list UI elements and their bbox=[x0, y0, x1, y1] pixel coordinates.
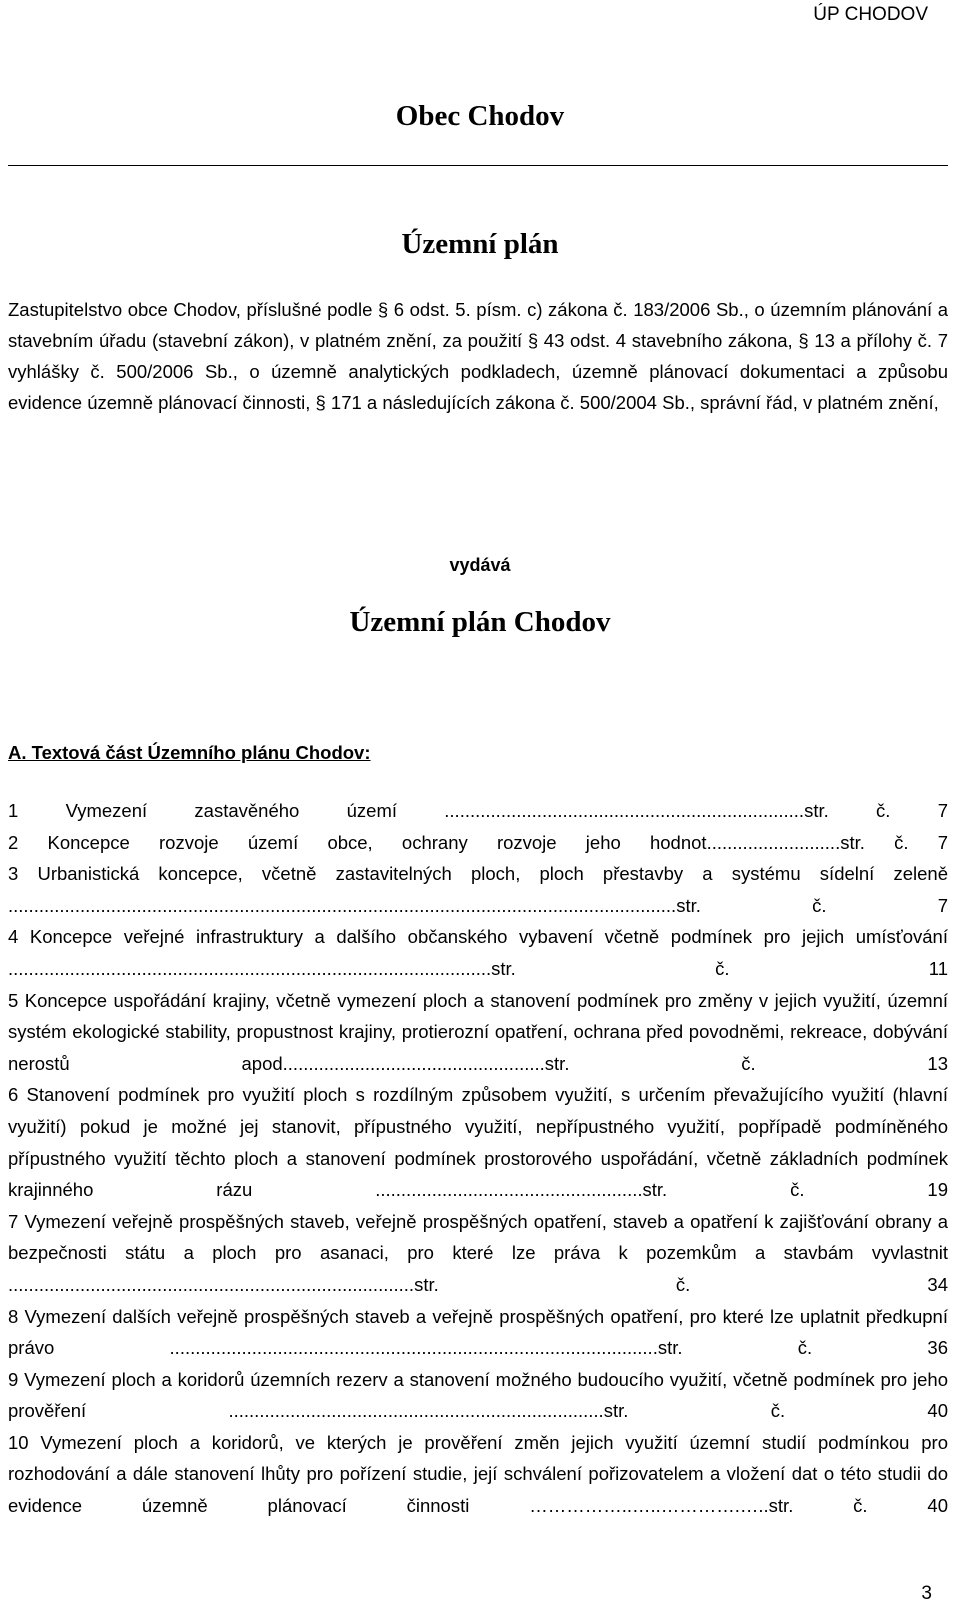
toc-item-page: str. č. 7 bbox=[840, 831, 948, 853]
toc-item-text: 4 Koncepce veřejné infrastruktury a dalšího občanského vybavení včetně podmínek pro jejich umísťování bbox=[8, 926, 948, 948]
toc-item-page: str. č. 19 bbox=[642, 1179, 948, 1201]
document-title: Obec Chodov bbox=[395, 100, 565, 132]
intro-paragraph: Zastupitelstvo obce Chodov, příslušné podle § 6 odst. 5. písm. c) zákona č. 183/2006 Sb., o územním plánování a stavebním úřadu (stavební zákon), v platném znění, za použití § 43 odst. 4 stavebního zákona, § 13 a přílohy č. 7 vyhlášky č. 500/2006 Sb., o územně analytických podkladech, územně plánovací dokumentaci a způsobu evidence územně plánovací činnosti, § 171 a následujících zákona č. 500/2004 Sb., správní řád, v platném znění, bbox=[8, 299, 948, 413]
toc-item[interactable] bbox=[8, 1427, 948, 1522]
toc-item-text: 7 Vymezení veřejně prospěšných staveb, veřejně prospěšných opatření, staveb a opatření k zajišťování obrany a bezpečnosti státu a ploch pro asanaci, pro které lze práva k pozemkům a stavbám vyvlastnit bbox=[8, 1210, 948, 1264]
toc-item[interactable] bbox=[8, 1206, 948, 1301]
title-divider bbox=[8, 165, 948, 166]
toc-item-page: str. č. 7 bbox=[676, 894, 948, 916]
toc-item-page: str. č. 34 bbox=[414, 1273, 948, 1295]
toc-item-text: 5 Koncepce uspořádání krajiny, včetně vymezení ploch a stanovení podmínek pro změny v jejich využití, územní systém ekologické stability, propustnost krajiny, protierozní opatření, ochrana před povodněmi, rekreace, dobývání nerostů apod bbox=[8, 989, 948, 1074]
toc-item-dots: .................................................... bbox=[375, 1179, 643, 1201]
toc-item-dots: .......................... bbox=[706, 831, 841, 853]
document-subtitle: Územní plán bbox=[401, 228, 559, 260]
toc-item-dots: .............................................................................................. bbox=[8, 957, 492, 979]
toc-item-dots: ......................................................................... bbox=[228, 1400, 604, 1422]
toc-item[interactable] bbox=[8, 795, 948, 827]
section-heading: A. Textová část Územního plánu Chodov: bbox=[8, 742, 371, 763]
toc-item-text: 8 Vymezení dalších veřejně prospěšných staveb a veřejně prospěšných opatření, pro které lze uplatnit předkupní právo bbox=[8, 1305, 948, 1359]
table-of-contents bbox=[8, 795, 948, 1522]
toc-item-dots: .................................................................................................................................. bbox=[8, 894, 677, 916]
toc-item-text: 2 Koncepce rozvoje území obce, ochrany rozvoje jeho hodnot bbox=[8, 831, 707, 853]
running-header: ÚP CHODOV bbox=[813, 4, 928, 25]
toc-item-page: str. č. 7 bbox=[804, 800, 948, 821]
toc-item[interactable] bbox=[8, 1301, 948, 1364]
toc-item-page: ..str. č. 40 bbox=[758, 1495, 948, 1517]
page-number: 3 bbox=[921, 1583, 932, 1604]
issues-label: vydává bbox=[449, 555, 511, 575]
toc-item-text: 10 Vymezení ploch a koridorů, ve kterých je prověření změn jejich využití územní studií podmínkou pro rozhodování a dále stanovení lhůty pro pořízení studie, její schválení pořizovatelem a vložení dat o této studii do evidence územně plánovací činnosti bbox=[8, 1431, 948, 1517]
toc-item-text: 9 Vymezení ploch a koridorů územních rezerv a stanovení možného budoucího využití, včetně podmínek pro jeho prověření bbox=[8, 1368, 948, 1422]
toc-item-text: 1 Vymezení zastavěného území bbox=[8, 800, 397, 821]
toc-item-page: str. č. 13 bbox=[544, 1052, 948, 1074]
toc-item[interactable] bbox=[8, 1079, 948, 1205]
toc-item[interactable] bbox=[8, 921, 948, 984]
toc-item-page: str. č. 11 bbox=[491, 957, 948, 979]
toc-item-text: 3 Urbanistická koncepce, včetně zastavitelných ploch, ploch přestavby a systému sídelní zeleně bbox=[8, 863, 948, 885]
toc-item-dots: ............................................................................... bbox=[8, 1273, 415, 1295]
toc-item-text: 6 Stanovení podmínek pro využití ploch s rozdílným způsobem využití, s určením převažujícího využití (hlavní využití) pokud je možné jej stanovit, přípustného využití, nepřípustného využití, popřípadě podmíněného přípustného využití těchto ploch a stanovení podmínek prostorového uspořádání, včetně základních podmínek krajinného rázu bbox=[8, 1084, 948, 1201]
toc-item[interactable] bbox=[8, 858, 948, 921]
toc-item-page: str. č. 40 bbox=[603, 1400, 948, 1422]
toc-item[interactable] bbox=[8, 1364, 948, 1427]
toc-item-dots: ...................................................................... bbox=[444, 800, 805, 821]
toc-item[interactable] bbox=[8, 985, 948, 1080]
toc-item-dots: ............................................................................................... bbox=[169, 1337, 658, 1359]
toc-item-page: str. č. 36 bbox=[657, 1337, 949, 1359]
toc-item-dots: ................................................... bbox=[282, 1052, 545, 1074]
toc-item-dots: ……………..…..………….… bbox=[529, 1495, 759, 1517]
plan-title: Územní plán Chodov bbox=[349, 606, 611, 638]
toc-item[interactable] bbox=[8, 827, 948, 859]
